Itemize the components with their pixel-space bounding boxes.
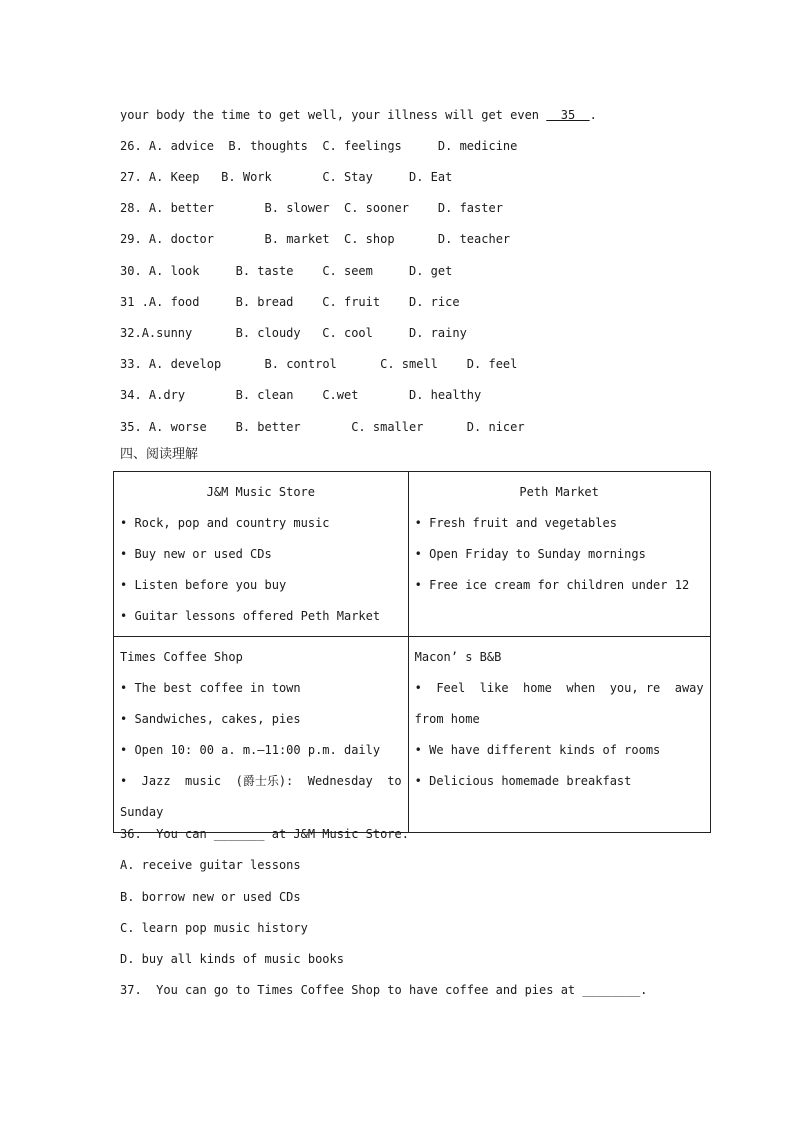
question-options: A.dry B. clean C.wet D. healthy [148, 388, 482, 402]
ad-bnb [408, 637, 710, 833]
question-33 [120, 356, 517, 372]
question-28 [120, 200, 503, 216]
ad-line-jazz-cont: Sunday [120, 805, 164, 819]
question-36: 36. You can _______ at J&M Music Store. [120, 827, 409, 841]
question-options: A. worse B. better C. smaller D. nicer [148, 420, 525, 434]
question-number: 33. [120, 357, 142, 371]
ad-line: • Open Friday to Sunday mornings [414, 547, 646, 561]
question-34 [120, 387, 481, 403]
ads-table [113, 471, 711, 833]
question-32 [120, 325, 467, 341]
ad-title: J&M Music Store [206, 485, 315, 499]
ad-line-jazz: • Jazz music (爵士乐): Wednesday to [120, 774, 402, 788]
section-title: 四、阅读理解 [120, 447, 199, 462]
question-options: A.sunny B. cloudy C. cool D. rainy [141, 326, 467, 340]
ad-line: • Free ice cream for children under 12 [414, 578, 690, 592]
intro-end: . [589, 108, 597, 122]
question-36-option-b: B. borrow new or used CDs [120, 890, 301, 904]
question-36-option-a: A. receive guitar lessons [120, 858, 301, 872]
question-number: 34. [120, 388, 142, 402]
answer-blank-35: 35 [546, 108, 590, 122]
question-29 [120, 231, 510, 247]
ad-line: • Delicious homemade breakfast [414, 774, 632, 788]
question-35 [120, 419, 525, 435]
ad-line: • We have different kinds of rooms [414, 743, 661, 757]
question-number: 35. [120, 420, 142, 434]
ad-line-feel-cont: from home [414, 712, 480, 726]
ad-line-feel: • Feel like home when you, re away [414, 681, 704, 695]
question-36-option-d: D. buy all kinds of music books [120, 952, 344, 966]
question-number: 27. [120, 170, 142, 184]
question-options: A. look B. taste C. seem D. get [148, 264, 453, 278]
ad-title: Peth Market [519, 485, 599, 499]
question-options: A. doctor B. market C. shop D. teacher [148, 232, 511, 246]
question-27 [120, 169, 452, 185]
question-options: A. better B. slower C. sooner D. faster [148, 201, 503, 215]
question-number: 31 . [120, 295, 149, 309]
question-options: A. Keep B. Work C. Stay D. Eat [148, 170, 453, 184]
intro-text: your body the time to get well, your illness will get even [120, 108, 547, 122]
ad-line: • Guitar lessons offered Peth Market [120, 609, 381, 623]
ad-music-store [114, 472, 409, 637]
ad-coffee-shop [114, 637, 409, 833]
ad-line: • Fresh fruit and vegetables [414, 516, 617, 530]
ad-title: Macon’ s B&B [414, 650, 502, 664]
intro-line [120, 107, 597, 123]
ad-line: • Listen before you buy [120, 578, 287, 592]
question-number: 28. [120, 201, 142, 215]
ad-line: • Open 10: 00 a. m.—11:00 p.m. daily [120, 743, 381, 757]
ad-line: • Rock, pop and country music [120, 516, 330, 530]
question-37: 37. You can go to Times Coffee Shop to have coffee and pies at ________. [120, 983, 648, 997]
question-36-option-c: C. learn pop music history [120, 921, 308, 935]
question-31 [120, 294, 460, 310]
question-number: 32. [120, 326, 142, 340]
ad-line: • Buy new or used CDs [120, 547, 272, 561]
ad-peth-market [408, 472, 710, 637]
ad-title: Times Coffee Shop [120, 650, 243, 664]
question-number: 29. [120, 232, 142, 246]
ad-line: • The best coffee in town [120, 681, 301, 695]
question-number: 30. [120, 264, 142, 278]
question-30 [120, 263, 452, 279]
question-options: A. food B. bread C. fruit D. rice [148, 295, 460, 309]
question-26 [120, 138, 517, 154]
question-options: A. advice B. thoughts C. feelings D. medicine [148, 139, 518, 153]
question-number: 26. [120, 139, 142, 153]
ad-line: • Sandwiches, cakes, pies [120, 712, 301, 726]
question-options: A. develop B. control C. smell D. feel [148, 357, 518, 371]
